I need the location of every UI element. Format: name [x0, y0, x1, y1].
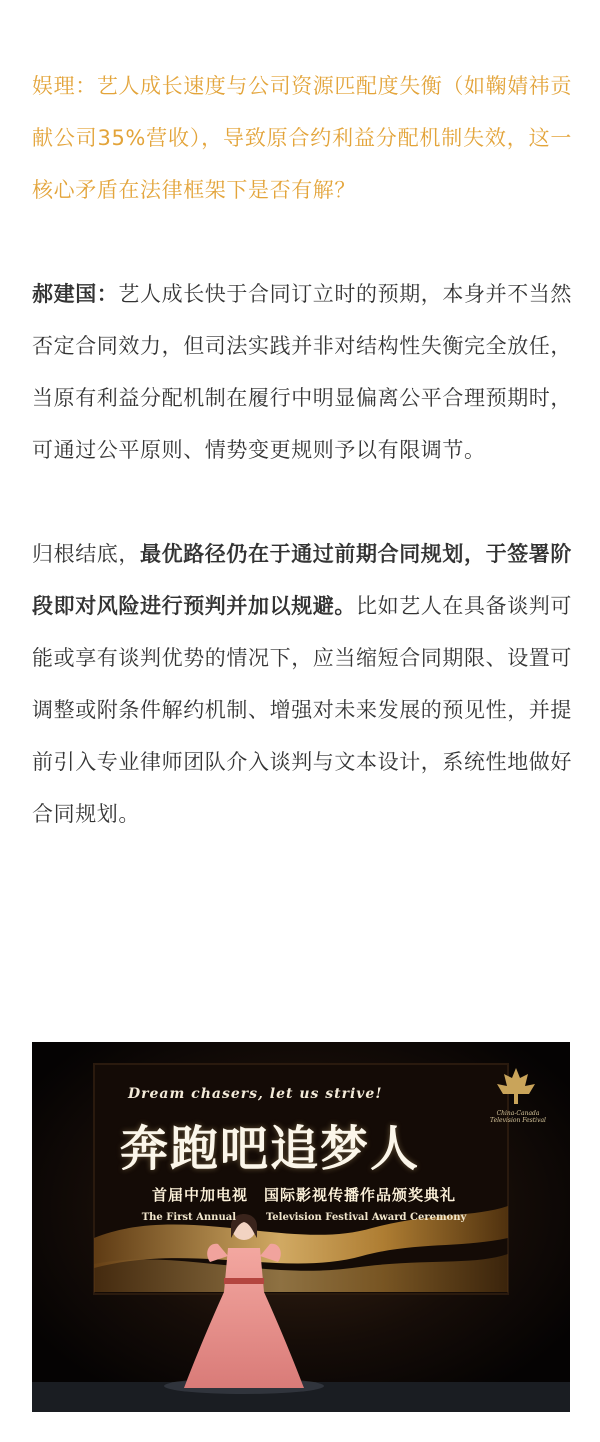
question-paragraph [32, 60, 572, 216]
article-body [32, 60, 572, 840]
banner-slogan: Dream chasers, let us strive! [128, 1086, 383, 1102]
question-text: 艺人成长速度与公司资源匹配度失衡（如鞠婧祎贡献公司35%营收），导致原合约利益分配机制失效，这一核心矛盾在法律框架下是否有解？ [32, 74, 573, 202]
answer-paragraph [32, 268, 572, 476]
question-speaker: 娱理： [32, 74, 97, 98]
banner-subtitle-cn: 首届中加电视 国际影视传播作品颁奖典礼 [151, 1186, 456, 1204]
conclusion-paragraph [32, 528, 572, 840]
gown-waistband [224, 1278, 264, 1284]
banner-title: 奔跑吧追梦人 [120, 1121, 421, 1177]
conclusion-lead: 归根结底， [32, 542, 140, 566]
article-photo[interactable] [32, 1042, 570, 1412]
answer-speaker: 郝建国： [32, 282, 119, 306]
answer-text: 艺人成长快于合同订立时的预期，本身并不当然否定合同效力，但司法实践并非对结构性失衡完全放任，当原有利益分配机制在履行中明显偏离公平合理预期时，可通过公平原则、情势变更规则予以有限调节。 [32, 282, 573, 462]
conclusion-emphasis: 最优路径仍在于通过前期合同规划，于签署阶段即对风险进行预判并加以规避。 [32, 542, 572, 618]
banner-subtitle-en: The First Annual Television Festival Award Ceremony [141, 1212, 467, 1223]
conclusion-text: 比如艺人在具备谈判可能或享有谈判优势的情况下，应当缩短合同期限、设置可调整或附条件解约机制、增强对未来发展的预见性，并提前引入专业律师团队介入谈判与文本设计，系统性地做好合同规划。 [32, 594, 572, 826]
festival-logo-text: China-Canada Television Festival [490, 1110, 546, 1124]
